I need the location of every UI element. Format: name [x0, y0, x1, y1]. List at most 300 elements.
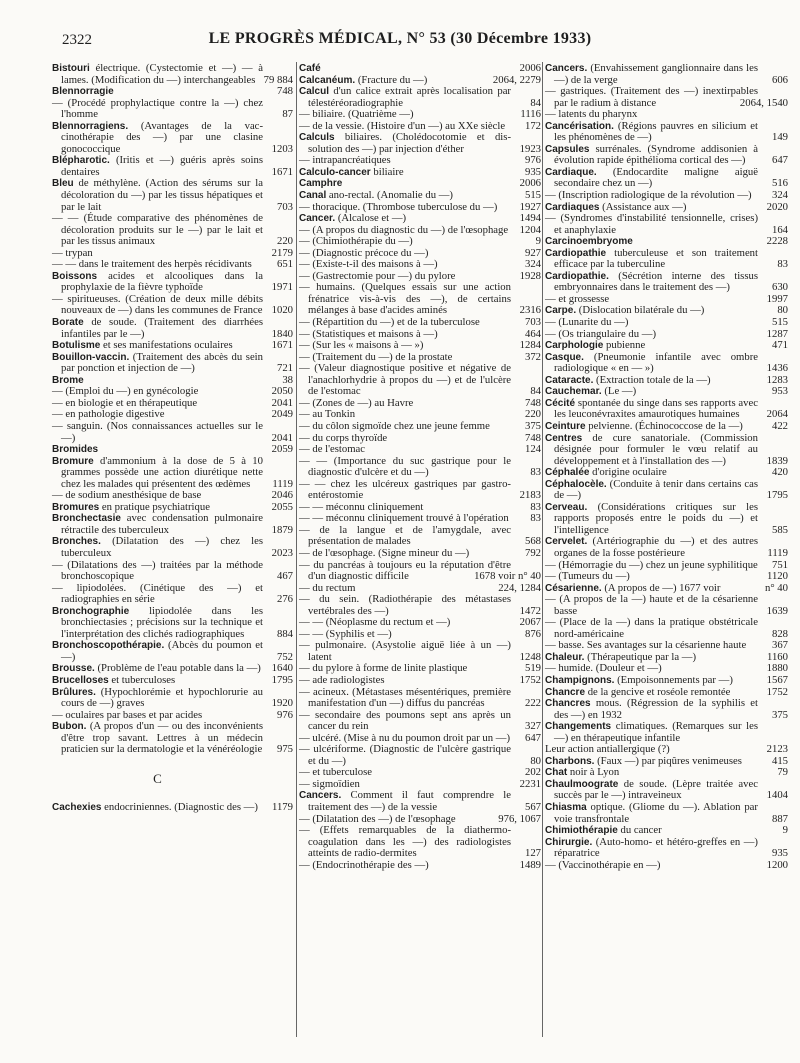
index-entry	[52, 640, 293, 663]
index-entry	[52, 213, 293, 248]
page-ref: 1284	[519, 339, 541, 352]
index-entry	[545, 433, 788, 468]
page-ref: 80	[777, 304, 788, 317]
page-ref: 1116	[520, 108, 541, 121]
index-entry	[299, 710, 541, 733]
page-ref: 935	[771, 847, 788, 860]
entry-text: — oculaires par bases et par acides	[52, 708, 203, 721]
entry-keyword: Cardiaques	[545, 201, 600, 213]
index-entry	[545, 698, 788, 721]
page-ref: 1160	[767, 650, 788, 663]
entry-text: d'un calice extrait après localisation par télestéréoradiographie	[308, 85, 511, 109]
page-ref: 1640	[271, 662, 293, 675]
page-ref: 568	[524, 535, 541, 548]
entry-text: — du pylore à forme de linite plastique	[299, 662, 468, 675]
page-ref: 1752	[766, 685, 788, 698]
page-ref: 567	[524, 801, 541, 813]
page-ref: 327	[524, 720, 541, 733]
page-ref: 976	[524, 154, 541, 167]
entry-keyword: Calculo-cancer	[299, 166, 371, 178]
page-ref: 1678 voir n° 40	[474, 570, 541, 583]
index-entry	[545, 721, 788, 744]
index-entry	[299, 282, 541, 317]
page-ref: 83	[530, 466, 541, 479]
page-ref: 2064	[766, 408, 788, 421]
page-ref: 748	[524, 396, 541, 409]
index-entry	[52, 294, 293, 317]
page-ref: 1179	[272, 800, 293, 813]
entry-text: — et grossesse	[545, 292, 610, 305]
page-ref: 2006	[519, 62, 541, 74]
entry-keyword: Cancers.	[545, 63, 588, 74]
entry-text: (Thérapeutique par la —)	[584, 650, 697, 663]
page-header	[0, 30, 800, 52]
entry-text: — ulcéré. (Mise à nu du poumon droit par un —)	[299, 731, 511, 744]
index-entry	[52, 721, 293, 756]
page-ref: 1923	[519, 142, 541, 155]
index-column-2	[299, 63, 541, 871]
entry-keyword: Cécité	[545, 397, 576, 409]
entry-text: — thoracique. (Thrombose tuberculose du —)	[299, 200, 498, 213]
entry-keyword: Charbons.	[545, 755, 595, 767]
page-ref: 80	[530, 754, 541, 767]
page-ref: 606	[771, 73, 788, 86]
entry-keyword: Canal	[299, 190, 327, 202]
index-entry	[545, 860, 788, 872]
entry-keyword: Cardiaque.	[545, 166, 597, 178]
index-entry	[299, 640, 541, 663]
entry-keyword: Cachexies	[52, 801, 102, 813]
index-entry	[545, 375, 788, 387]
page-ref: 220	[276, 235, 293, 248]
page-ref: 1879	[271, 523, 293, 536]
index-entry	[545, 213, 788, 236]
page-ref: 519	[524, 662, 541, 675]
page-ref: 127	[524, 847, 541, 860]
entry-text: — biliaire. (Quatrième —)	[299, 108, 414, 121]
page-ref: 87	[282, 108, 293, 121]
page-ref: 220	[524, 408, 541, 421]
entry-text: — (Vaccinothérapie en —)	[545, 858, 661, 871]
entry-keyword: Blépharotic.	[52, 155, 110, 167]
page-ref: 792	[524, 546, 541, 559]
entry-keyword: Camphre	[299, 178, 343, 190]
entry-text: lipiodolée dans les bronchiectasies ; précisions sur la technique et l'interprétation des clichés radiographiques	[61, 604, 263, 640]
page-ref: 515	[524, 189, 541, 202]
page-ref: 84	[530, 96, 541, 109]
page-ref: 515	[771, 316, 788, 329]
entry-text: surrénales. (Syndrome addisonien à évolution rapide épithélioma cortical des —)	[554, 142, 758, 167]
entry-text: — basse. Ses avantages sur la césarienne haute	[545, 639, 747, 652]
page-ref: 585	[771, 523, 788, 536]
index-entry	[545, 802, 788, 825]
entry-keyword: Bubon.	[52, 721, 87, 733]
page-ref: 2046	[271, 489, 293, 502]
index-entry	[299, 167, 541, 179]
entry-text: endocriniennes. (Diagnostic des —)	[101, 800, 258, 813]
entry-keyword: Brûlures.	[52, 686, 96, 698]
entry-text: biliaire	[370, 165, 404, 178]
page-ref: 953	[771, 385, 788, 398]
entry-text: pelvienne. (Échinococcose de la —)	[585, 419, 743, 432]
page-ref: 1404	[766, 789, 788, 802]
entry-text: — (Existe-t-il des maisons à —)	[299, 258, 438, 271]
entry-text: (Pneumonie infantile avec ombre radiologique « en — »)	[554, 350, 758, 375]
entry-text: — — (Syphilis et —)	[299, 627, 392, 640]
entry-text: acides et alcooliques dans la prophylaxie de la fièvre typhoïde	[61, 269, 263, 294]
entry-text: — de l'estomac	[299, 443, 366, 456]
page-ref: 9	[535, 235, 541, 248]
page-ref: 2041	[271, 431, 293, 444]
entry-text: noir à Lyon	[567, 766, 620, 779]
spacer	[52, 756, 293, 768]
entry-keyword: Céphalocèle.	[545, 478, 607, 490]
entry-text: — de la langue et de l'amygdale, avec présentation de malades	[299, 523, 511, 548]
index-entry	[52, 178, 293, 213]
index-entry	[52, 606, 293, 641]
entry-text: — (Endocrinothérapie des —)	[299, 858, 429, 871]
page-ref: 651	[276, 258, 293, 271]
entry-keyword: Blennorragie	[52, 86, 114, 98]
entry-keyword: Cerveau.	[545, 501, 588, 513]
index-entry	[299, 744, 541, 767]
entry-keyword: Blennorragiens.	[52, 120, 129, 132]
index-entry	[299, 363, 541, 398]
entry-keyword: Chiasma	[545, 802, 587, 813]
page-ref: 422	[771, 419, 788, 432]
entry-text: de soude. (Lèpre traitée avec succès par le —) intraveineux	[554, 777, 758, 802]
entry-text: — du rectum	[299, 581, 356, 594]
section-letter: C	[153, 771, 162, 787]
entry-text: — au Tonkin	[299, 408, 356, 421]
index-entry	[52, 536, 293, 559]
entry-text: du cancer	[617, 824, 662, 837]
entry-text: d'ammonium à la dose de 5 à 10 grammes possède une action diurétique nette chez les malades qui présentent des œdèmes	[61, 454, 263, 490]
entry-text: — (Os triangulaire du —)	[545, 327, 657, 340]
entry-text: (Avantages de la vaccinothérapie des —) par une clasine gonococcique	[61, 119, 263, 155]
page-ref: 1119	[272, 477, 293, 490]
entry-text: (Le —)	[601, 385, 637, 398]
entry-text: (Extraction totale de la —)	[593, 373, 711, 386]
page-ref: 2020	[766, 200, 788, 213]
page-ref: 1204	[519, 223, 541, 236]
page-ref: 38	[282, 373, 293, 386]
page-ref: 2179	[271, 246, 293, 259]
index-entry	[52, 583, 293, 606]
page-ref: 324	[524, 258, 541, 271]
entry-text: — (Emploi du —) en gynécologie	[52, 385, 199, 398]
page-ref: 372	[524, 350, 541, 363]
entry-keyword: Chancre	[545, 686, 586, 698]
page-ref: 516	[771, 177, 788, 190]
entry-keyword: Calcanéum.	[299, 74, 356, 86]
index-entry	[299, 132, 541, 155]
entry-keyword: Brucelloses	[52, 674, 109, 686]
entry-text: mous. (Régression de la syphilis et des —) en 1932	[554, 697, 758, 721]
entry-text: — humains. (Quelques essais sur une action frénatrice vis-à-vis des —), de certains mélanges à base d'acides aminés	[299, 281, 511, 317]
page-ref: 84	[530, 385, 541, 398]
page-ref: 222	[524, 697, 541, 710]
entry-keyword: Bronchectasie	[52, 513, 121, 525]
entry-keyword: Carpe.	[545, 305, 577, 317]
page-ref: 375	[771, 708, 788, 721]
index-entry	[545, 144, 788, 167]
page-ref: 1795	[766, 489, 788, 502]
entry-text: (Conduite à tenir dans certains cas de —)	[554, 477, 758, 502]
page-ref: 927	[524, 246, 541, 259]
index-entry	[52, 63, 293, 86]
entry-text: — ulcériforme. (Diagnostic de l'ulcère gastrique et du —)	[299, 743, 511, 767]
page-ref: 703	[276, 200, 293, 213]
entry-text: — trypan	[52, 246, 93, 259]
index-entry	[299, 479, 541, 502]
entry-text: de cure sanatoriale. (Commission désignée pour formuler le vœu relatif au développement et à l'installation des —)	[554, 431, 758, 467]
entry-text: — (Statistiques et maisons à —)	[299, 327, 438, 340]
entry-text: en pratique psychiatrique	[99, 500, 210, 513]
index-entry	[545, 167, 788, 190]
page-ref: 1840	[271, 327, 293, 340]
index-entry	[52, 98, 293, 121]
page-ref: 2055	[271, 500, 293, 513]
entry-text: (Problème de l'eau potable dans la —)	[94, 662, 261, 675]
entry-text: — (Effets remarquables de la diathermo-coagulation dans les —) des radiologistes atteints de radio-dermites	[299, 824, 511, 860]
entry-keyword: Bleu	[52, 178, 74, 190]
page-ref: 164	[771, 223, 788, 236]
index-entry	[545, 617, 788, 640]
entry-keyword: Cancers.	[299, 790, 342, 802]
index-entry	[52, 352, 293, 375]
entry-keyword: Bromure	[52, 455, 94, 467]
entry-text: — (A propos de la —) haute et de la césarienne basse	[545, 593, 758, 617]
index-entry	[545, 121, 788, 144]
entry-text: ano-rectal. (Anomalie du —)	[326, 189, 453, 202]
index-entry	[545, 398, 788, 421]
page-ref: 975	[276, 743, 293, 756]
index-entry	[545, 479, 788, 502]
entry-text: — spiritueuses. (Création de deux mille débits nouveaux de —) dans les communes de France	[52, 292, 263, 317]
page-ref: 83	[777, 258, 788, 271]
page-ref: 876	[524, 627, 541, 640]
index-entry	[52, 155, 293, 178]
page-ref: 976, 1067	[498, 812, 541, 825]
entry-text: — pulmonaire. (Asystolie aiguë liée à un —) latent	[299, 639, 511, 663]
page-ref: 1839	[766, 454, 788, 467]
page-ref: 703	[524, 316, 541, 329]
entry-keyword: Cauchemar.	[545, 386, 602, 398]
page-ref: 1489	[519, 858, 541, 871]
entry-text: (Artériographie du —) et des autres organes de la fosse postérieure	[554, 535, 758, 559]
entry-text: — (Place de la —) dans la pratique obstétricale nord-américaine	[545, 616, 758, 640]
entry-text: Leur action antiallergique (?)	[545, 743, 670, 756]
entry-text: (Auto-homo- et hétéro-greffes en —) réparatrice	[554, 835, 758, 860]
page-ref: 83	[530, 500, 541, 513]
page-ref: 2050	[271, 385, 293, 398]
entry-text: — lipiodolées. (Cinétique des —) et radiographies en série	[52, 581, 263, 606]
page-ref: 1795	[271, 673, 293, 686]
page-ref: 1287	[766, 327, 788, 340]
page-ref: 2041	[271, 396, 293, 409]
entry-text: — (Lunarite du —)	[545, 316, 629, 329]
index-entry	[299, 525, 541, 548]
entry-text: — de sodium anesthésique de base	[52, 489, 202, 502]
page-ref: 2064, 2279	[492, 73, 541, 86]
entry-text: — (Traitement du —) de la prostate	[299, 350, 453, 363]
entry-text: — (Tumeurs du —)	[545, 570, 630, 583]
entry-keyword: Cardiopathie.	[545, 270, 609, 282]
entry-keyword: Bouillon-vaccin.	[52, 351, 130, 363]
entry-text: — (Répartition du —) et de la tuberculose	[299, 316, 480, 329]
entry-keyword: Chancres	[545, 698, 591, 710]
entry-text: — secondaire des poumons sept ans après un cancer du rein	[299, 708, 511, 733]
entry-keyword: Ceinture	[545, 420, 586, 432]
entry-text: — en biologie et en thérapeutique	[52, 396, 198, 409]
page-ref: 935	[524, 165, 541, 178]
entry-text: (Dislocation bilatérale du —)	[576, 304, 705, 317]
index-column-3	[545, 63, 788, 871]
entry-text: de la gencive et roséole remontée	[585, 685, 731, 698]
entry-keyword: Chat	[545, 767, 568, 779]
page-ref: 1928	[519, 269, 541, 282]
page-number: 2322	[62, 32, 92, 48]
entry-text: avec condensation pulmonaire rétractile des tuberculeux	[61, 512, 263, 536]
page-ref: 224, 1284	[498, 581, 541, 594]
page-ref: 420	[771, 466, 788, 479]
entry-text: — — (Néoplasme du rectum et —)	[299, 616, 451, 629]
entry-text: — de la vessie. (Histoire d'un —) au XXe siècle	[299, 119, 506, 132]
page-ref: 375	[524, 419, 541, 432]
index-entry	[299, 825, 541, 860]
page-ref: 415	[771, 754, 788, 767]
entry-text: optique. (Gliome du —). Ablation par voie transfrontale	[554, 801, 758, 825]
column-divider	[296, 62, 297, 1037]
entry-text: (Alcalose et —)	[335, 212, 407, 225]
entry-text: (Sécrétion interne des tissus embryonnaires dans le traitement des —)	[554, 269, 758, 294]
entry-text: de méthylène. (Action des sérums sur la décoloration du —) par les tissus hépatiques et par le lait	[61, 177, 263, 213]
entry-text: — du côlon sigmoïde chez une jeune femme	[299, 419, 490, 432]
page-ref: 1248	[519, 650, 541, 663]
page-ref: 752	[276, 650, 293, 663]
entry-keyword: Cervelet.	[545, 536, 588, 548]
entry-keyword: Changements	[545, 721, 612, 733]
index-entry	[545, 352, 788, 375]
entry-text: — latents du pharynx	[545, 108, 638, 121]
entry-keyword: Casque.	[545, 351, 584, 363]
entry-text: (Régions pauvres en silicium et les phénomènes de —)	[554, 119, 758, 144]
entry-text: (Endocardite maligne aiguë secondaire chez un —)	[554, 165, 758, 190]
page-ref: 828	[771, 627, 788, 640]
entry-text: (Traitement des abcès du sein par ponction et injection de —)	[61, 350, 263, 375]
entry-text: — (Procédé prophylactique contre la —) chez l'homme	[52, 96, 263, 121]
entry-text: — — chez les ulcéreux gastriques par gastro-entérostomie	[299, 477, 511, 502]
page-ref: 1119	[767, 546, 788, 559]
entry-text: (Considérations critiques sur les rapports proposés entre le poids du —) et l'intelligence	[554, 500, 758, 536]
page-ref: 1203	[271, 142, 293, 155]
page-ref: 2049	[271, 408, 293, 421]
index-entry	[52, 513, 293, 536]
entry-keyword: Café	[299, 63, 321, 74]
page-ref: 149	[771, 131, 788, 144]
entry-text: — du sein. (Radiothérapie des métastases vertébrales des —)	[299, 593, 511, 617]
entry-keyword: Bronches.	[52, 536, 101, 548]
page-ref: n° 40	[765, 581, 788, 594]
page-ref: 1200	[766, 858, 788, 871]
index-entry	[545, 779, 788, 802]
index-entry	[545, 594, 788, 617]
entry-keyword: Calculs	[299, 132, 335, 144]
page-ref: 721	[276, 362, 293, 375]
entry-text: (A propos d'un — ou des inconvénients d'être trop savant. Lettres à un médecin praticien sur la dermatologie et la vénéréologie	[61, 720, 263, 756]
entry-text: électrique. (Cystectomie et —) — à lames. (Modification du —) interchangeables	[61, 62, 263, 86]
entry-text: — — (Importance du suc gastrique pour le diagnostic d'ulcère et du —)	[299, 454, 511, 479]
entry-text: de soude. (Traitement des diarrhées infantiles par le —)	[61, 316, 263, 340]
page-ref: 172	[524, 119, 541, 132]
entry-text: (Hypochlorémie et hypochlorurie au cours de —) graves	[61, 685, 263, 710]
page-ref: 367	[771, 639, 788, 652]
entry-keyword: Bronchoscopothérapie.	[52, 640, 165, 652]
entry-keyword: Chirurgie.	[545, 836, 593, 848]
entry-text: — — méconnu cliniquement trouvé à l'opération	[299, 512, 509, 525]
page-ref: 1920	[271, 697, 293, 710]
entry-text: — (Dilatation des —) de l'œsophage	[299, 812, 456, 825]
page-ref: 2023	[271, 546, 293, 559]
entry-text: — (Diagnostic précoce du —)	[299, 246, 429, 259]
entry-text: et ses manifestations oculaires	[100, 339, 233, 352]
entry-keyword: Bromides	[52, 444, 99, 456]
page-ref: 1880	[766, 662, 788, 675]
index-entry	[545, 63, 788, 86]
entry-text: (Dilatation des —) chez les tuberculeux	[61, 535, 263, 559]
page-ref: 1927	[519, 200, 541, 213]
entry-text: climatiques. (Remarques sur les —) en thérapeutique infantile	[554, 720, 758, 744]
running-title: LE PROGRÈS MÉDICAL, N° 53 (30 Décembre 1933)	[208, 30, 592, 47]
column-divider	[542, 62, 543, 1037]
entry-text: — ade radiologistes	[299, 673, 385, 686]
entry-text: — et tuberculose	[299, 766, 373, 779]
index-entry	[299, 790, 541, 813]
page-ref: 647	[524, 731, 541, 744]
index-entry	[545, 271, 788, 294]
entry-text: — (Inscription radiologique de la révolution —)	[545, 189, 752, 202]
page-ref: 748	[276, 85, 293, 98]
index-entry	[52, 317, 293, 340]
page-ref: 1020	[271, 304, 293, 317]
entry-text: Comment il faut comprendre le traitement des —) de la vessie	[308, 789, 511, 813]
entry-text: pubienne	[603, 339, 646, 352]
page-ref: 83	[530, 512, 541, 525]
entry-keyword: Calcul	[299, 86, 330, 98]
index-entry	[52, 802, 293, 814]
page-ref: 464	[524, 327, 541, 340]
page-ref: 1436	[766, 362, 788, 375]
entry-text: spontanée du singe dans ses rapports avec les leuconévraxites amaurotiques humaines	[554, 396, 758, 421]
entry-text: (Envahissement ganglionnaire dans les —) de la verge	[554, 62, 758, 86]
page-ref: 1472	[519, 604, 541, 617]
entry-text: — — dans le traitement des herpès récidivants	[52, 258, 252, 271]
entry-keyword: Césarienne.	[545, 582, 602, 594]
entry-keyword: Cataracte.	[545, 374, 594, 386]
index-entry	[545, 837, 788, 860]
entry-text: (Abcès du poumon et —)	[61, 639, 263, 663]
page-ref: 2006	[519, 177, 541, 190]
entry-text: — du pancréas à toujours eu la réputation d'être d'un diagnostic difficile	[299, 558, 511, 583]
entry-text: — (Chimiothérapie du —)	[299, 235, 413, 248]
entry-text: (Iritis et —) guéris après soins dentaires	[61, 154, 263, 178]
index-entry	[52, 687, 293, 710]
entry-text: — acineux. (Métastases mésentériques, première manifestation d'un —) diffus du pancréas	[299, 685, 511, 710]
index-entry	[545, 248, 788, 271]
entry-text: et tuberculoses	[108, 673, 176, 686]
entry-keyword: Cardiopathie	[545, 247, 607, 259]
